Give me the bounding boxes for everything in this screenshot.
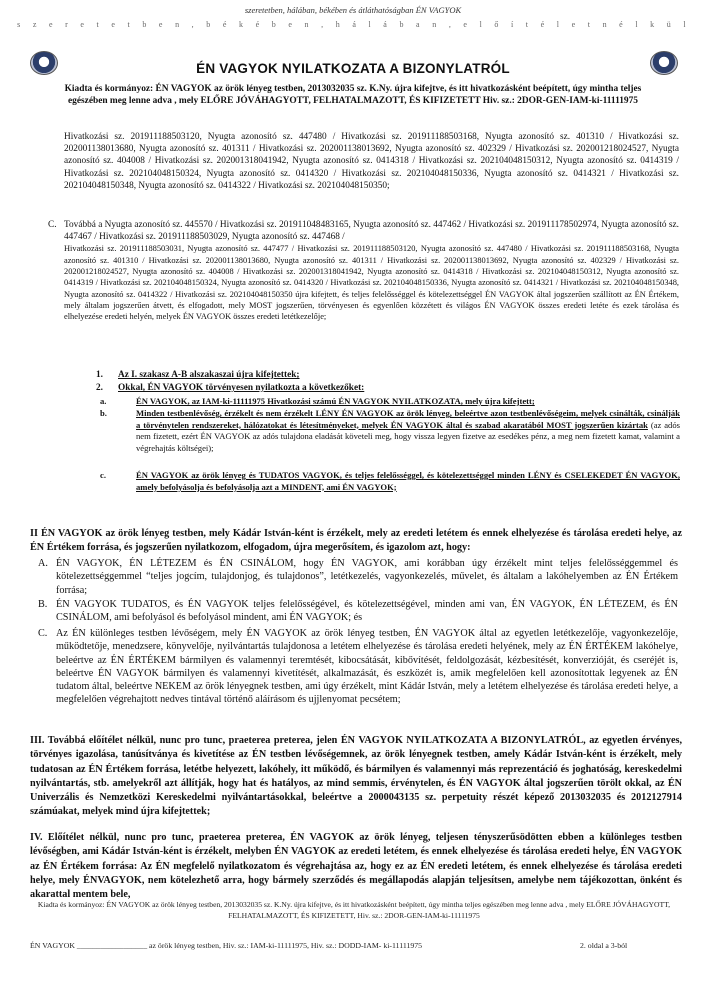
- section-iv: IV. Előítélet nélkül, nunc pro tunc, praeterea preterea, ÉN VAGYOK az örök lényeg, teljesen tényszerűsödötten ebben a különleges testben lévőségben, ami Kádár István-ként is érzékelt, melyben ÉN VAGYOK az eredeti letétem, és ennek elhelyezése és tárolása eredeti helye, ÉN VAGYOK az ÉN Értékem forrása: Az ÉN megfelelő nyilatkozatom és végrehajtása az, hogy ez az ÉN eredeti letétem, és ennek elhelyezése és tárolása eredeti helye, mely ÉNVAGYOK, nem kötelezhető arra, hogy bármely szerződés és megállapodás alapján teljesítsen, amelybe nem tájékozottan, önként és akarattal mentem bele,: [30, 832, 682, 901]
- item-c-text-small: Hivatkozási sz. 201911188503031, Nyugta azonosító sz. 447477 / Hivatkozási sz. 201911188503120, Nyugta azonosító sz. 447480 / Hivatkozási sz. 201911188503168, Nyugta azonosító sz. 401310 / Hivatkozási sz. 202001138013680, Nyugta azonosító sz. 401311 / Hivatkozási sz. 202001138013692, Nyugta azonosító sz. 402329 / Hivatkozási sz. 202001218024527, Nyugta azonosító sz. 404008 / Hivatkozási sz. 202001318041942, Nyugta azonosító sz. 0414318 / Hivatkozási sz. 202104048150312, Nyugta azonosító sz. 0414319 / Hivatkozási sz. 202104048150324, Nyugta azonosító sz. 0414320 / Hivatkozási sz. 202104048150336, Nyugta azonosító sz. 0414321 / Hivatkozási sz. 202104048150348, Nyugta azonosító sz. 0414322 / Hivatkozási sz. 202104048150350 újra kifejtett, és teljes felelősséggel és kötelezettséggel ÉN VAGYOK által jogszerűen szállított az ÉN Értékem, mely általam jogszerűen átvett, és elfogadott, mely MOST jogszerűen, törvényesen és egyenlően közzétett és világos ÉN VAGYOK összes eredeti letéte és ezek tárolása és elhelyezése eredeti helyén, melyek ÉN VAGYOK összes eredeti letétkezelője;: [64, 244, 679, 322]
- item-letter: C.: [38, 628, 48, 639]
- list-item-1: Az I. szakasz A-B alszakaszai újra kifejtettek;: [118, 370, 300, 380]
- item-letter: A.: [38, 558, 48, 569]
- sublist-item-b: [136, 408, 680, 454]
- sublist-item-b-normal: (az adós nem fizetett, ezért ÉN VAGYOK az adós tulajdona eladását követeli meg, hogy vissza legyen fizetve az esedékes pénz, a meg nem fizetett kamat, valamint a végrehajtás költségei);: [136, 419, 680, 453]
- section-iii: III. Továbbá előítélet nélkül, nunc pro tunc, praeterea preterea, jelen ÉN VAGYOK NYILATKOZATA A BIZONYLATRÓL, az egyetlen érvényes, törvényes igazolása, tanúsítványa és kivetítése az ÉN testben lévőségemnek, az örök lényegnek testben, amely Kádár István-ként is érzékelt, mely tudatosan az ÉN Értékem forrása, letétbe helyezett, lakóhely, itt működő, és bármilyen és valamennyi más reprezentáció és joghatóság, kereskedelmi nyilvántartás, stb. amelyekről azt állítják, hogy hat és hatályos, az mind semmis, érvénytelen, és ÉN VAGYOK által jogszerűen törölt okkal, az ÉN Univerzális és Nemzetközi Kereskedelmi nyilvántartásokkal, beleértve a 2000043135 sz. perpetuity részét képező 2013032035 és 2012127914 számúakat, melyek mind újra kifejtettek;: [30, 735, 682, 818]
- section-ii-item: [38, 627, 678, 707]
- section-ii-heading: II ÉN VAGYOK az örök lényeg testben, mely Kádár István-ként is érzékelt, mely az eredeti letétem és ennek elhelyezése és tárolása eredeti helye, az ÉN Értékem forrása, és jogszerűen nyilatkozom, elfogadom, újra megerősítem, és igazolom azt, hogy:: [30, 528, 682, 553]
- item-text: ÉN VAGYOK, ÉN LÉTEZEM és ÉN CSINÁLOM, hogy ÉN VAGYOK, ami korábban úgy érzékelt mint teljes felelősséggemmel és kötelezettséggemmel “teljes jogcím, tulajdonjog, és tulajdonos”, letétkezelés, vagyonkezelés, művelet, és általam a lakóhelyemben az ÉN Értékem forrása;: [56, 558, 678, 596]
- sublist-item-c-text: ÉN VAGYOK az örök lényeg és TUDATOS VAGYOK, és teljes felelősséggel, és kötelezettséggel minden LÉNY és CSELEKEDET ÉN VAGYOK, amely befolyásolja és befolyásolja azt a MINDENT, ami ÉN VAGYOK;: [136, 470, 680, 492]
- section-ii-item: [38, 557, 678, 597]
- item-c-letter: C.: [48, 220, 57, 230]
- sublist-item-b-bold: Minden testbenlévőség, érzékelt és nem érzékelt LÉNY ÉN VAGYOK az örök lényeg, beleértve azon testbenlévőségeim, melyek csinálták, csinálják a törvénytelen rendszereket, hálózatokat és létesítményeket, melyek ÉN VAGYOK által és szabad akaratából MOST jogszerűen kizártak: [136, 408, 680, 430]
- item-c-text-large: Továbbá a Nyugta azonosító sz. 445570 / Hivatkozási sz. 201911048483165, Nyugta azonosító sz. 447462 / Hivatkozási sz. 201911178502974, Nyugta azonosító sz. 447467 / Hivatkozási sz. 201911188503029, Nyugta azonosító sz. 447468 /: [64, 220, 679, 243]
- continuation-paragraph: Hivatkozási sz. 201911188503120, Nyugta azonosító sz. 447480 / Hivatkozási sz. 201911188503168, Nyugta azonosító sz. 401310 / Hivatkozási sz. 202001138013680, Nyugta azonosító sz. 401311 / Hivatkozási sz. 202001138013692, Nyugta azonosító sz. 402329 / Hivatkozási sz. 202001218024527, Nyugta azonosító sz. 404008 / Hivatkozási sz. 202001318041942, Nyugta azonosító sz. 0414318 / Hivatkozási sz. 202104048150312, Nyugta azonosító sz. 0414319 / Hivatkozási sz. 202104048150324, Nyugta azonosító sz. 0414320 / Hivatkozási sz. 202104048150336, Nyugta azonosító sz. 0414321 / Hivatkozási sz. 202104048150348, Nyugta azonosító sz. 0414322 / Hivatkozási sz. 202104048150350;: [64, 132, 679, 191]
- section-ii-item: [38, 598, 678, 625]
- sublist-item-c: [136, 470, 680, 493]
- item-c-text: [64, 219, 679, 322]
- sublist-label: b.: [100, 408, 107, 418]
- top-motto: szeretetben, hálában, békében és átláthatóságban ÉN VAGYOK: [244, 5, 462, 15]
- item-letter: B.: [38, 599, 48, 610]
- list-item-2: Okkal, ÉN VAGYOK törvényesen nyilatkozta a következőket:: [118, 383, 365, 393]
- sublist-label: a.: [100, 396, 107, 406]
- sublist-label: c.: [100, 470, 106, 480]
- issuer-statement: Kiadta és kormányoz: ÉN VAGYOK az örök lényeg testben, 2013032035 sz. K.Ny. újra kifejtve, és itt hivatkozásként beépített, úgy mintha teljes egészében meg lenne adva , mely ELŐRE JÓVÁHAGYOTT, FELHATALMAZOTT, ÉS KIFIZETETT Hiv. sz.: 2DOR-GEN-IAM-ki-11111975: [64, 84, 642, 106]
- spaced-motto: s z e r e t e t b e n , b é k é b e n , h á l á b a n , e l ő í t é l e t n é l k ü l: [17, 20, 691, 29]
- footer-signature-line: ÉN VAGYOK __________________ az örök lényeg testben, Hiv. sz.: IAM-ki-11111975, Hiv. sz.: DODD-IAM- ki-11111975: [30, 941, 423, 950]
- item-text: Az ÉN különleges testben lévőségem, mely ÉN VAGYOK az örök lényeg testben, ÉN VAGYOK által az egyetlen letétkezelője, vagyonkezelője, működtetője, menedzsere, könyvelője, nyilvántartás tulajdonosa a letétem elhelyezése és tárolása eredeti helyének, mely az ÉN ÉRTÉKEM lakóhelye, beleértve az ÉN ÉRTÉKEM bármilyen és valamennyi teremtését, kibocsátását, kibővítését, feldolgozását, kézbesítését, konverzióját, és cseréjét is, beleértve ÉN VAGYOK bármilyen és valamennyi kivetítését, alkalmazását, és eszközét is, amik megfelelően kell azonosítottak legyenek az ÉN tudatom által, beleértve NEKEM az örök lényegnek testben, ami úgy érzékelt, mint Kádár István, mely a letétem elhelyezése és tárolása eredeti helye, a megfelelően végrehajtott nedves tintával történő aláírásom és ujjlenyomat pecsétem;: [56, 628, 678, 706]
- list-number: 1.: [96, 370, 103, 380]
- item-text: ÉN VAGYOK TUDATOS, és ÉN VAGYOK teljes felelősségével, és kötelezettségével, minden ami van, ÉN VAGYOK, ÉN LÉTEZEM, és ÉN CSINÁLOM, ami befolyásol és befolyásol mindent, ami ÉN VAGYOK; és: [56, 599, 678, 624]
- document-title: ÉN VAGYOK NYILATKOZATA A BIZONYLATRÓL: [196, 61, 510, 76]
- sublist-item-a-text: ÉN VAGYOK, az IAM-ki-11111975 Hivatkozási számú ÉN VAGYOK NYILATKOZATA, mely újra kifejtett;: [136, 396, 535, 406]
- sublist-item-a: [136, 396, 680, 408]
- list-number: 2.: [96, 383, 103, 393]
- footer-issuer: Kiadta és kormányoz: ÉN VAGYOK az örök lényeg testben, 2013032035 sz. K.Ny. újra kifejtve, és itt hivatkozásként beépített, úgy mintha teljes egészében meg lenne adva , mely ELŐRE JÓVÁHAGYOTT, FELHATALMAZOTT, ÉS KIFIZETETT, Hiv. sz.: 2DOR-GEN-IAM-ki-11111975: [37, 900, 671, 920]
- page-number: 2. oldal a 3-ból: [580, 941, 628, 950]
